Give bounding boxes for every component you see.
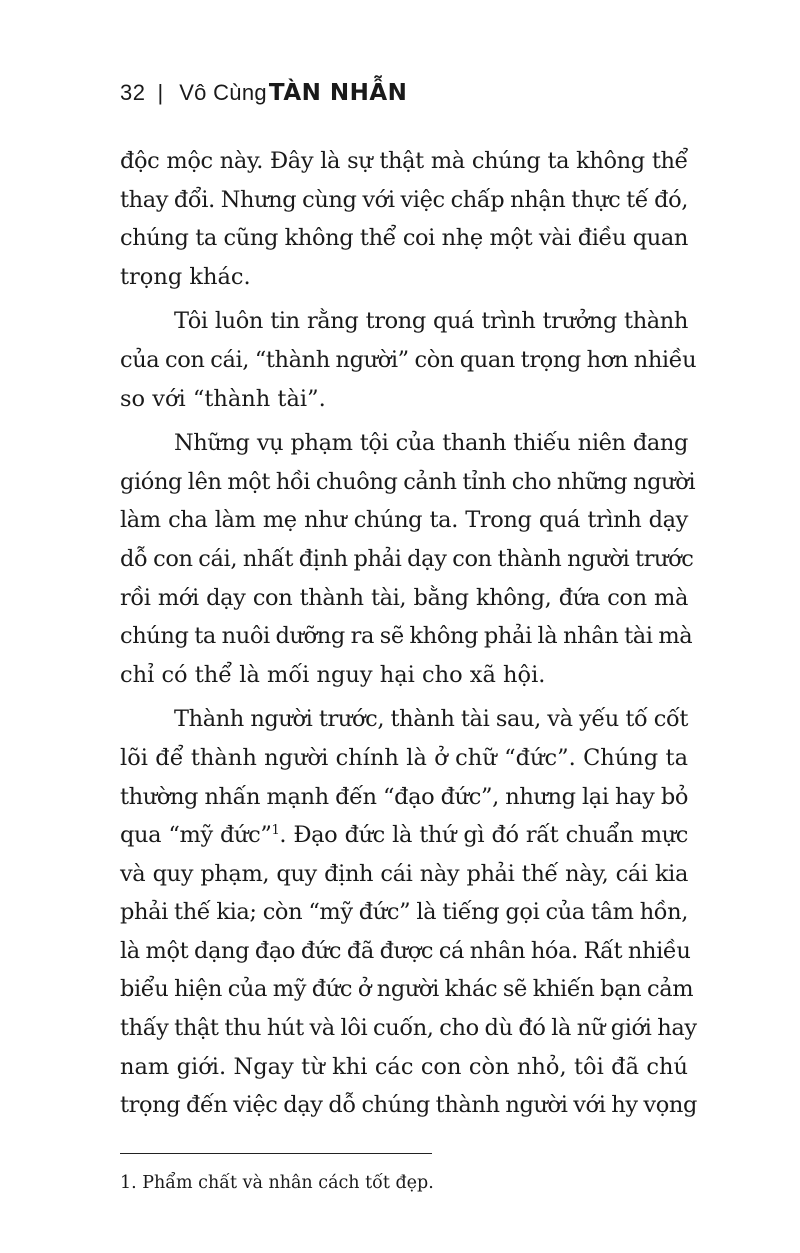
text-line: thấy thật thu hút và lôi cuốn, cho dù đó là nữ giới hay bbox=[120, 1015, 697, 1042]
text-line: Thành người trước, thành tài sau, và yếu tố cốt bbox=[174, 706, 688, 733]
paragraph-3 bbox=[120, 424, 696, 694]
text-line: và quy phạm, quy định cái này phải thế này, cái kia bbox=[120, 860, 688, 887]
text-line: chúng ta cũng không thể coi nhẹ một vài điều quan bbox=[120, 225, 688, 252]
paragraph-2 bbox=[120, 302, 697, 418]
book-title-regular: Vô Cùng bbox=[179, 80, 267, 105]
paragraph-4 bbox=[120, 700, 697, 1125]
text-line: chúng ta nuôi dưỡng ra sẽ không phải là nhân tài mà bbox=[120, 623, 693, 650]
paragraph-1 bbox=[120, 142, 688, 296]
header-separator: | bbox=[157, 80, 164, 105]
footnote-reference[interactable]: 1 bbox=[271, 823, 280, 839]
text-line: rồi mới dạy con thành tài, bằng không, đứa con mà bbox=[120, 584, 688, 611]
book-title-bold: TÀN NHẪN bbox=[268, 80, 408, 106]
text-line: gióng lên một hồi chuông cảnh tỉnh cho những người bbox=[120, 468, 696, 495]
text-line: trọng khác. bbox=[120, 263, 251, 290]
text-line: chỉ có thể là mối nguy hại cho xã hội. bbox=[120, 661, 546, 688]
footnote-divider bbox=[120, 1153, 432, 1154]
text-line-with-footnote bbox=[120, 816, 688, 855]
text-line: là một dạng đạo đức đã được cá nhân hóa. Rất nhiều bbox=[120, 937, 691, 964]
text-line: Tôi luôn tin rằng trong quá trình trưởng thành bbox=[174, 308, 688, 335]
text-line: lõi để thành người chính là ở chữ “đức”. Chúng ta bbox=[120, 744, 688, 771]
text-line: độc mộc này. Đây là sự thật mà chúng ta không thể bbox=[120, 148, 688, 174]
running-header bbox=[120, 80, 407, 106]
text-fragment: qua “mỹ đức” bbox=[120, 822, 272, 849]
body-text bbox=[120, 142, 697, 1131]
text-line: biểu hiện của mỹ đức ở người khác sẽ khiến bạn cảm bbox=[120, 976, 694, 1003]
text-line: của con cái, “thành người” còn quan trọng hơn nhiều bbox=[120, 346, 697, 373]
text-line: so với “thành tài”. bbox=[120, 385, 326, 412]
page-number: 32 bbox=[120, 80, 146, 105]
text-line: dỗ con cái, nhất định phải dạy con thành người trước bbox=[120, 545, 694, 572]
text-line: làm cha làm mẹ như chúng ta. Trong quá trình dạy bbox=[120, 507, 688, 534]
text-line: Những vụ phạm tội của thanh thiếu niên đang bbox=[174, 430, 688, 457]
text-line: phải thế kia; còn “mỹ đức” là tiếng gọi của tâm hồn, bbox=[120, 899, 688, 926]
footnote: 1. Phẩm chất và nhân cách tốt đẹp. bbox=[120, 1173, 434, 1193]
text-line: nam giới. Ngay từ khi các con còn nhỏ, tôi đã chú bbox=[120, 1053, 688, 1080]
text-fragment: . Đạo đức là thứ gì đó rất chuẩn mực bbox=[279, 822, 688, 849]
text-line: thường nhấn mạnh đến “đạo đức”, nhưng lại hay bỏ bbox=[120, 783, 688, 810]
text-line: thay đổi. Nhưng cùng với việc chấp nhận thực tế đó, bbox=[120, 186, 688, 213]
text-line: trọng đến việc dạy dỗ chúng thành người với hy vọng bbox=[120, 1092, 697, 1119]
